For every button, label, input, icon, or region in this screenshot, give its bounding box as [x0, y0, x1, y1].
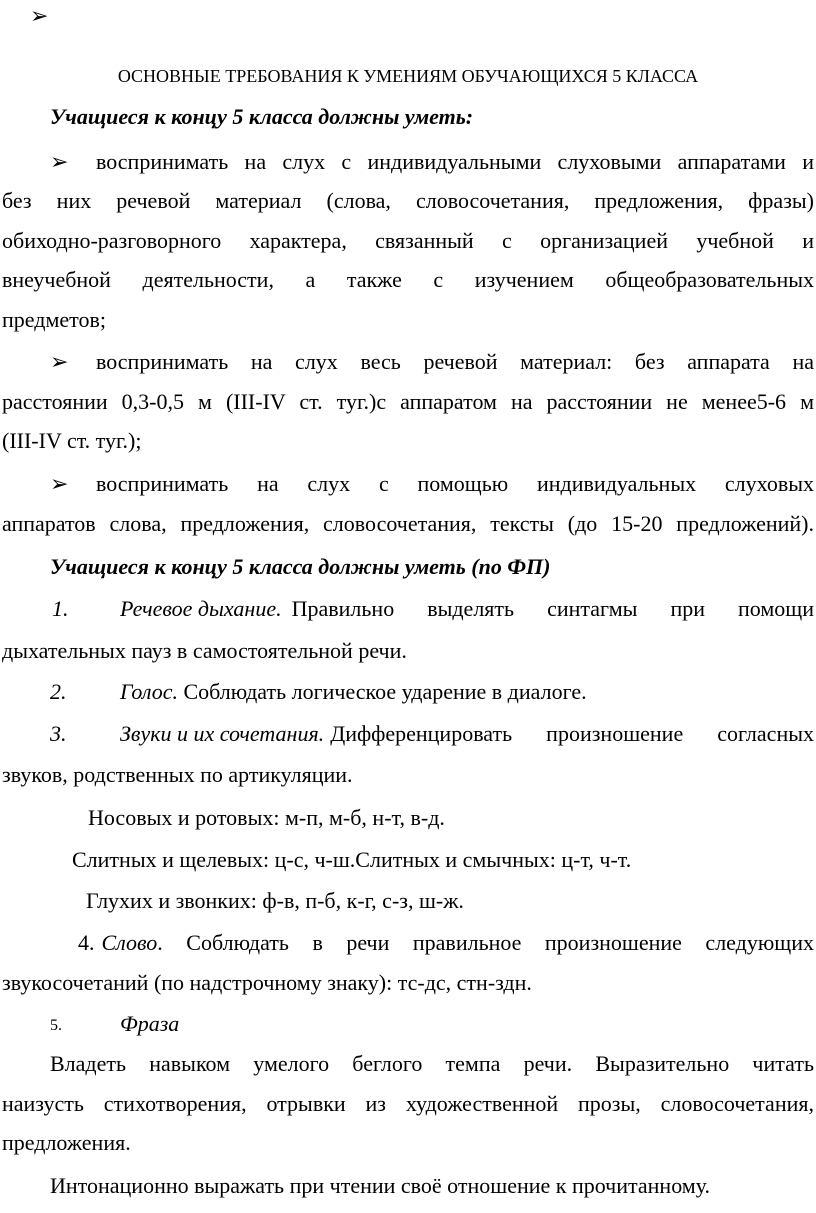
bullet-1-line-5: предметов; — [2, 307, 106, 332]
paragraph-1-line-3: предложения. — [2, 1130, 131, 1155]
item-3-sub-2: Слитных и щелевых: ц-с, ч-ш.Слитных и смычных: ц-т, ч-т. — [72, 847, 632, 872]
item-2-line-1 — [120, 678, 587, 706]
item-4-line-2: звукосочетаний (по надстрочному знаку): тс-дс, стн-здн. — [2, 970, 532, 995]
bullet-arrow-icon: ➢ — [50, 471, 69, 496]
item-5-number: 5. — [50, 1017, 62, 1034]
bullet-arrow-icon: ➢ — [50, 349, 69, 374]
bullet-3-line-1: воспринимать на слух с помощью индивидуальных слуховых — [96, 471, 814, 496]
item-2-term: Голос. — [120, 679, 178, 704]
bullet-2-line-3: (III-IV ст. туг.); — [2, 428, 142, 453]
item-1-number: 1. — [52, 596, 69, 621]
bullet-1-line-1: воспринимать на слух с индивидуальными слуховыми аппаратами и — [96, 149, 814, 174]
section2-heading: Учащиеся к концу 5 класса должны уметь (по ФП) — [50, 554, 551, 579]
bullet-1-line-2: без них речевой материал (слова, словосочетания, предложения, фразы) — [2, 188, 814, 213]
paragraph-1-line-1: Владеть навыком умелого беглого темпа речи. Выразительно читать — [50, 1051, 814, 1076]
bullet-2-line-2: расстоянии 0,3-0,5 м (III-IV ст. туг.)с аппаратом на расстоянии не менее5-6 м — [2, 389, 814, 414]
item-4-text: . Соблюдать в речи правильное произношение следующих — [157, 930, 814, 955]
paragraph-2: Интонационно выражать при чтении своё отношение к прочитанному. — [50, 1173, 711, 1198]
item-3-text: Дифференцировать произношение согласных — [330, 721, 814, 746]
bullet-arrow-icon: ➢ — [50, 149, 69, 174]
section1-heading: Учащиеся к концу 5 класса должны уметь: — [50, 104, 474, 129]
item-1-term: Речевое дыхание. — [120, 596, 282, 621]
item-2-number: 2. — [50, 679, 67, 704]
bullet-1-line-4: внеучебной деятельности, а также с изучением общеобразовательных — [2, 267, 814, 292]
item-2-text: Соблюдать логическое ударение в диалоге. — [183, 679, 587, 704]
item-1-text: Правильно выделять синтагмы при помощи — [291, 596, 814, 621]
item-5-term: Фраза — [120, 1011, 180, 1036]
item-4-line-1 — [78, 929, 814, 957]
page-title: ОСНОВНЫЕ ТРЕБОВАНИЯ К УМЕНИЯМ ОБУЧАЮЩИХСЯ 5 КЛАССА — [117, 66, 699, 86]
item-3-sub-3: Глухих и звонких: ф-в, п-б, к-г, с-з, ш-ж. — [86, 888, 464, 913]
bullet-3-line-2: аппаратов слова, предложения, словосочетания, тексты (до 15-20 предложений). — [2, 511, 814, 536]
paragraph-1-line-2: наизусть стихотворения, отрывки из художественной прозы, словосочетания, — [2, 1091, 814, 1116]
item-3-number: 3. — [50, 721, 67, 746]
bullet-1-line-3: обиходно-разговорного характера, связанный с организацией учебной и — [2, 228, 814, 253]
item-3-line-1 — [120, 720, 814, 748]
item-1-line-2: дыхательных пауз в самостоятельной речи. — [2, 638, 407, 663]
item-1-line-1 — [120, 595, 814, 623]
item-4-number: 4. — [78, 930, 95, 955]
item-3-term: Звуки и их сочетания. — [120, 721, 325, 746]
top-bullet-arrow-icon: ➢ — [30, 3, 49, 28]
item-4-term: Слово — [101, 930, 158, 955]
item-3-sub-1: Носовых и ротовых: м-п, м-б, н-т, в-д. — [88, 805, 445, 830]
item-3-line-2: звуков, родственных по артикуляции. — [2, 762, 353, 787]
bullet-2-line-1: воспринимать на слух весь речевой материал: без аппарата на — [96, 349, 814, 374]
